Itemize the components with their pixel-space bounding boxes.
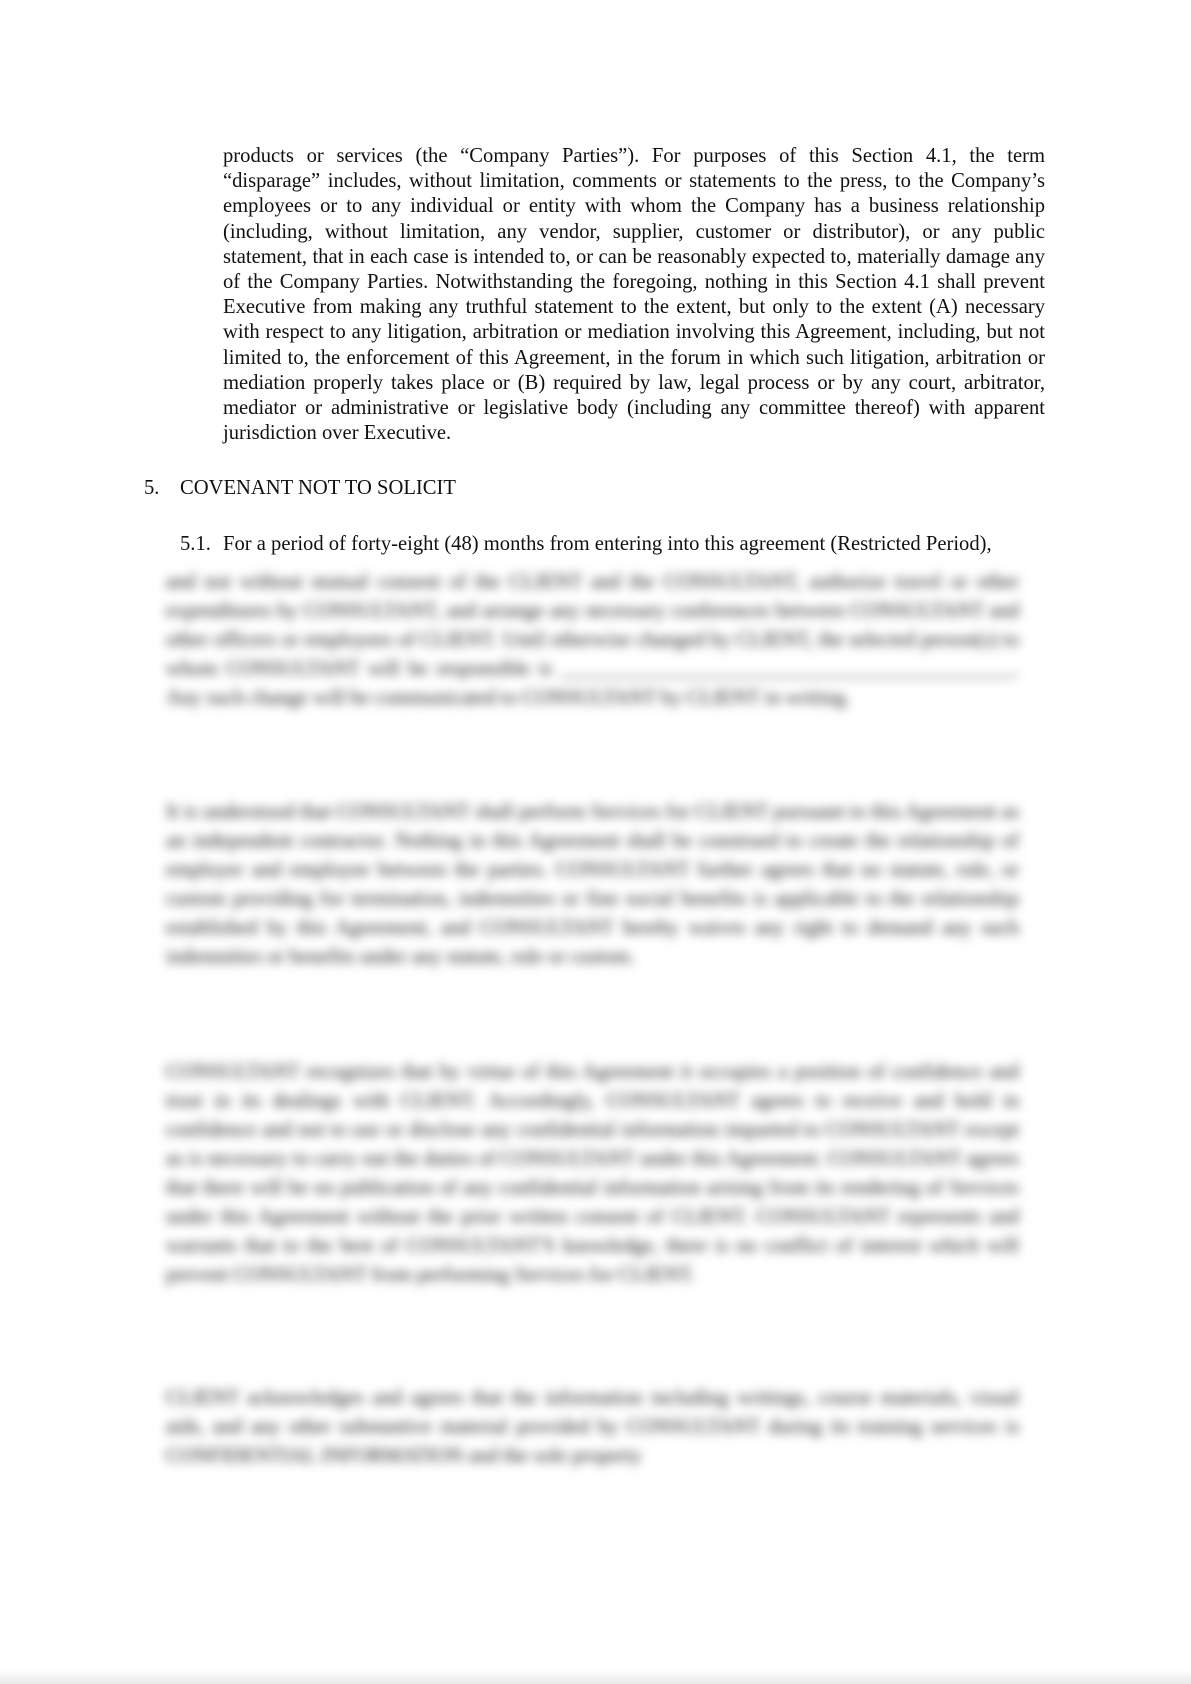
blurred-paragraph-1: and not without mutual consent of the CLIENT and the CONSULTANT, authorize travel or other expenditures by CONSULTANT, and arrange any necessary conferences between CONSULTANT and other officers or employees of CLIENT. Until otherwise changed by CLIENT, the selected person(s) to whom CONSULTANT will be responsible is ____________________________________________. Any such change will be communicated to CONSULTANT by CLIENT in writing. (166, 571, 1019, 709)
section-5-title: COVENANT NOT TO SOLICIT (180, 477, 456, 499)
blurred-paragraph-4: CLIENT acknowledges and agrees that the information including writings, course materials, visual aids, and any other substantive material provided by CONSULTANT during its training services is CONFIDENTIAL INFORMATION and the sole property (166, 1387, 1019, 1467)
page-bottom-edge (0, 1670, 1191, 1684)
clause-5-1-text: For a period of forty-eight (48) months from entering into this agreement (Restricted Period), (223, 533, 992, 555)
blurred-paragraph-2: It is understood that CONSULTANT shall perform Services for CLIENT pursuant to this Agreement as an independent contractor. Nothing in this Agreement shall be construed to create the relationship of employer and employee between the parties. CONSULTANT further agrees that no statute, rule, or custom providing for termination, indemnities or fine social benefits is applicable to the relationship established by this Agreement, and CONSULTANT hereby waives any right to demand any such indemnities or benefits under any statute, rule or custom. (166, 801, 1019, 968)
section-5-heading (144, 476, 456, 501)
section-4-1-paragraph: products or services (the “Company Parties”). For purposes of this Section 4.1, the term “disparage” includes, without limitation, comments or statements to the press, to the Company’s employees or to any individual or entity with whom the Company has a business relationship (including, without limitation, any vendor, supplier, customer or distributor), or any public statement, that in each case is intended to, or can be reasonably expected to, materially damage any of the Company Parties. Notwithstanding the foregoing, nothing in this Section 4.1 shall prevent Executive from making any truthful statement to the extent, but only to the extent (A) necessary with respect to any litigation, arbitration or mediation involving this Agreement, including, but not limited to, the enforcement of this Agreement, in the forum in which such litigation, arbitration or mediation properly takes place or (B) required by law, legal process or by any court, arbitrator, mediator or administrative or legislative body (including any committee thereof) with apparent jurisdiction over Executive. (223, 145, 1045, 445)
section-5-number: 5. (144, 477, 160, 499)
clause-5-1 (180, 532, 1046, 557)
clause-5-1-number: 5.1. (180, 533, 211, 555)
blurred-paragraph-3: CONSULTANT recognizes that by virtue of this Agreement it occupies a position of confidence and trust in its dealings with CLIENT. Accordingly, CONSULTANT agrees to receive and hold in confidence and not to use or disclose any confidential information imparted to CONSULTANT except as is necessary to carry out the duties of CONSULTANT under this Agreement. CONSULTANT agrees that there will be no publication of any confidential information arising from its rendering of Services under this Agreement without the prior written consent of CLIENT. CONSULTANT represents and warrants that to the best of CONSULTANT'S knowledge, there is no conflict of interest which will prevent CONSULTANT from performing Services for CLIENT. (166, 1061, 1019, 1286)
